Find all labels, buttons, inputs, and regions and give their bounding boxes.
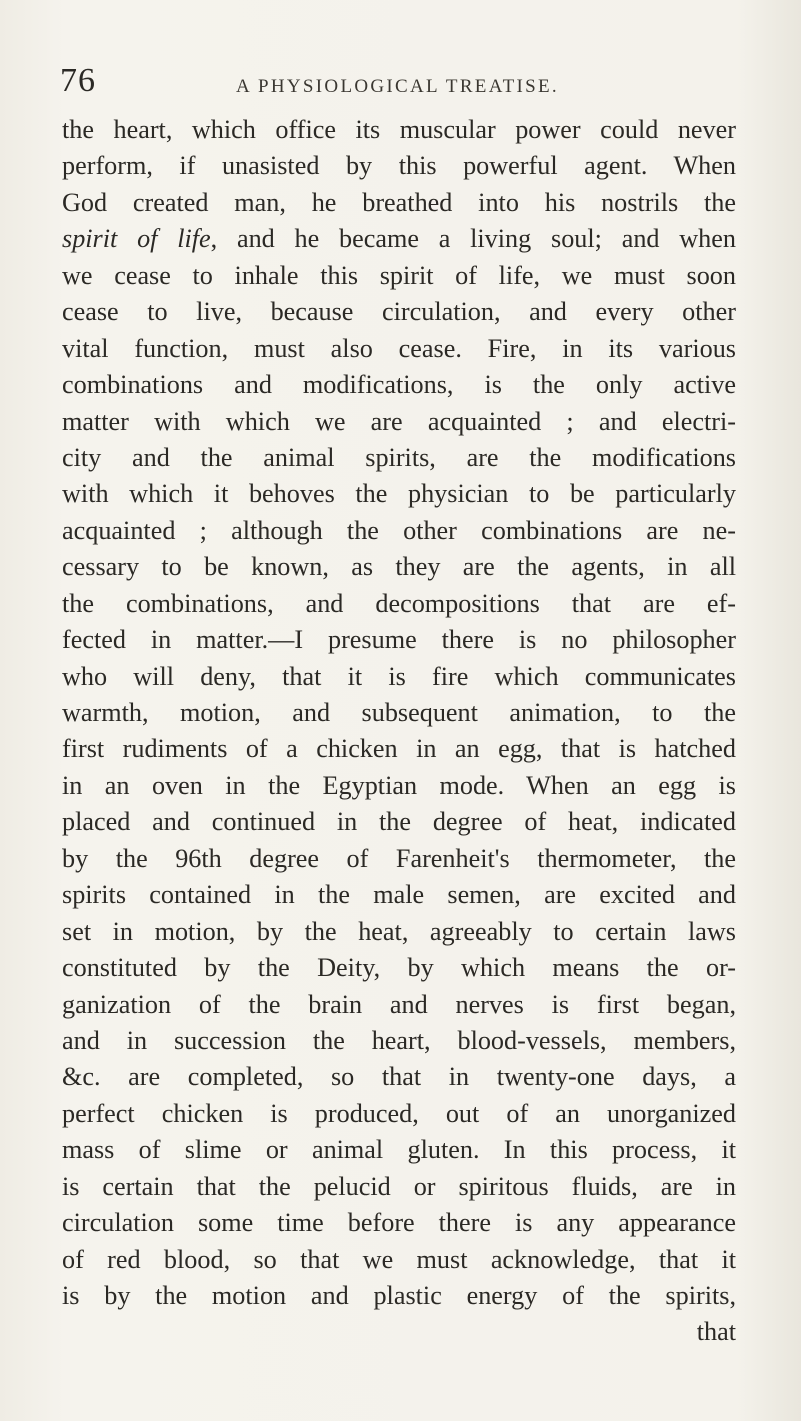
text-line: perform, if unasisted by this powerful agent. When [62, 151, 736, 181]
text-line: matter with which we are acquainted ; and electri- [62, 406, 736, 436]
text-line [62, 221, 736, 257]
text-line: placed and continued in the degree of heat, indicated [62, 807, 736, 837]
text-line: is certain that the pelucid or spiritous fluids, are in [62, 1171, 736, 1201]
text-line: and in succession the heart, blood-vessels, members, [62, 1025, 736, 1055]
text-line: the heart, which office its muscular power could never [62, 115, 736, 144]
text-line: &c. are completed, so that in twenty-one days, a [62, 1062, 736, 1092]
text-line: perfect chicken is produced, out of an unorganized [62, 1098, 736, 1128]
text-line: ganization of the brain and nerves is first began, [62, 989, 736, 1019]
text-line: fected in matter.—I presume there is no philosopher [62, 625, 736, 655]
text-line: constituted by the Deity, by which means the or- [62, 953, 736, 983]
text-line: the combinations, and decompositions that are ef- [62, 588, 736, 618]
text-line: who will deny, that it is fire which communicates [62, 661, 736, 691]
body-text [62, 112, 736, 1351]
text-line: mass of slime or animal gluten. In this process, it [62, 1135, 736, 1165]
text-line: vital function, must also cease. Fire, in its various [62, 333, 736, 363]
text-line: combinations and modifications, is the only active [62, 370, 736, 400]
text-line: with which it behoves the physician to be particularly [62, 479, 736, 509]
running-head: A PHYSIOLOGICAL TREATISE. [236, 76, 559, 97]
text-line-rest: , and he became a living soul; and when [210, 224, 736, 254]
text-line: God created man, he breathed into his nostrils the [62, 187, 736, 217]
text-line: city and the animal spirits, are the modifications [62, 442, 736, 472]
text-line: in an oven in the Egyptian mode. When an egg is [62, 770, 736, 800]
text-line: of red blood, so that we must acknowledge, that it [62, 1244, 736, 1274]
text-line: warmth, motion, and subsequent animation, to the [62, 698, 736, 727]
text-line: set in motion, by the heat, agreeably to certain laws [62, 916, 736, 946]
text-line: circulation some time before there is any appearance [62, 1208, 736, 1238]
text-line: we cease to inhale this spirit of life, we must soon [62, 260, 736, 290]
text-line: acquainted ; although the other combinations are ne- [62, 515, 736, 545]
italic-phrase: spirit of life [62, 224, 211, 254]
text-line: spirits contained in the male semen, are excited and [62, 880, 736, 910]
catchword: that [696, 1317, 736, 1347]
text-line: by the 96th degree of Farenheit's thermometer, the [62, 843, 736, 873]
page-number: 76 [60, 62, 96, 99]
text-line: is by the motion and plastic energy of the spirits, [62, 1281, 736, 1310]
text-line: cessary to be known, as they are the agents, in all [62, 552, 736, 582]
page-header [60, 62, 760, 102]
text-line: cease to live, because circulation, and every other [62, 297, 736, 327]
text-line: first rudiments of a chicken in an egg, that is hatched [62, 734, 736, 764]
